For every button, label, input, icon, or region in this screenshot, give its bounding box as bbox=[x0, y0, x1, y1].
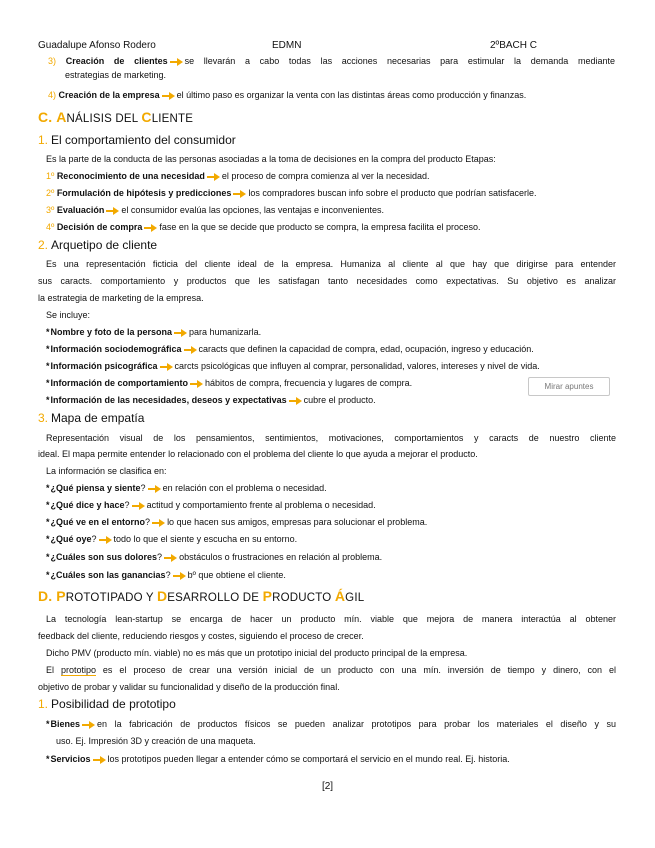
sec3-paragraph-line: Representación visual de los pensamientos, sentimientos, motivaciones, comportamientos y caracts de nuestro cliente bbox=[46, 433, 616, 443]
intro-item-3 bbox=[48, 55, 615, 67]
section-letter: C. bbox=[38, 109, 53, 125]
item-text: lo que hacen sus amigos, empresas para solucionar el problema. bbox=[167, 517, 428, 527]
heading-text: ROTOTIPADO Y bbox=[65, 592, 157, 604]
heading-cap: D bbox=[156, 588, 168, 604]
subsection-3-heading bbox=[38, 411, 144, 425]
subsection-number: 1. bbox=[38, 133, 49, 147]
arrow-right-icon bbox=[148, 485, 161, 493]
text-fragment: El bbox=[46, 665, 61, 675]
step-title: Formulación de hipótesis y predicciones bbox=[56, 188, 232, 198]
arrow-right-icon bbox=[93, 756, 106, 764]
sec3-paragraph-line: ideal. El mapa permite entender lo relacionado con el problema del cliente lo que ayuda a mejorar el producto. bbox=[38, 449, 478, 459]
step-title: Evaluación bbox=[56, 205, 105, 215]
section-letter: D. bbox=[38, 588, 53, 604]
item-title: ¿Cuáles son las ganancias bbox=[50, 570, 166, 580]
subsection-1-heading bbox=[38, 133, 236, 147]
sec1-step bbox=[46, 204, 384, 216]
subsection-number: 1. bbox=[38, 697, 49, 711]
subsection-number: 2. bbox=[38, 238, 49, 252]
sec3-item bbox=[46, 533, 297, 545]
sec2-item bbox=[46, 326, 261, 338]
item-text: todo lo que el siente y escucha en su entorno. bbox=[113, 534, 298, 544]
step-title: Reconocimiento de una necesidad bbox=[56, 171, 205, 181]
asterisk-icon: * bbox=[46, 395, 50, 405]
item-text: caracts que definen la capacidad de compra, edad, ocupación, ingreso y educación. bbox=[198, 344, 534, 354]
arrow-right-icon bbox=[184, 346, 197, 354]
asterisk-icon: * bbox=[46, 500, 50, 510]
item-title: Información de comportamiento bbox=[50, 378, 189, 388]
subsection-title: Posibilidad de prototipo bbox=[51, 697, 176, 711]
section-c-heading bbox=[38, 109, 193, 125]
step-number: 3º bbox=[46, 205, 55, 215]
mirar-apuntes-button[interactable]: Mirar apuntes bbox=[528, 377, 610, 396]
subsection-title: Mapa de empatía bbox=[51, 411, 145, 425]
header-author: Guadalupe Afonso Rodero bbox=[38, 40, 156, 51]
sec3-classified: La información se clasifica en: bbox=[46, 466, 167, 476]
arrow-right-icon bbox=[82, 721, 95, 729]
question-mark: ? bbox=[165, 570, 171, 580]
sec2-paragraph-line: Es una representación ficticia del cliente ideal de la empresa. Humaniza al cliente al que hay que dirigirse para entender bbox=[46, 259, 616, 269]
arrow-right-icon bbox=[164, 554, 177, 562]
item-title: ¿Qué ve en el entorno bbox=[50, 517, 146, 527]
intro-item-3-cont: estrategias de marketing. bbox=[65, 70, 167, 80]
sec2-item bbox=[46, 394, 376, 406]
list-number: 4) bbox=[48, 90, 57, 100]
subsection-title: Arquetipo de cliente bbox=[51, 238, 158, 252]
sec3-item bbox=[46, 499, 376, 511]
arrow-right-icon bbox=[162, 92, 175, 100]
secD1-bienes bbox=[46, 718, 616, 730]
secD-paragraph-line: objetivo de probar y validar su funcionalidad y diseño de la producción final. bbox=[38, 682, 340, 692]
secD1-servicios bbox=[46, 753, 510, 765]
step-number: 2º bbox=[46, 188, 55, 198]
question-mark: ? bbox=[124, 500, 130, 510]
asterisk-icon: * bbox=[46, 570, 50, 580]
asterisk-icon: * bbox=[46, 534, 50, 544]
sec1-step bbox=[46, 221, 481, 233]
item-text: para humanizarla. bbox=[189, 327, 262, 337]
secD-paragraph-line: Dicho PMV (producto mín. viable) no es más que un prototipo inicial del producto principal de la empresa. bbox=[46, 648, 468, 658]
asterisk-icon: * bbox=[46, 552, 50, 562]
heading-cap: A bbox=[56, 109, 67, 125]
item-text: hábitos de compra, frecuencia y lugares de compra. bbox=[205, 378, 413, 388]
item-title: ¿Qué dice y hace bbox=[50, 500, 125, 510]
question-mark: ? bbox=[157, 552, 163, 562]
secD-paragraph-line: feedback del cliente, reduciendo riesgos y costes, siguiendo el proceso de crecer. bbox=[38, 631, 364, 641]
step-title: Decisión de compra bbox=[56, 222, 143, 232]
item-text: en la fabricación de productos físicos se pueden analizar prototipos para probar los materiales el diseño y su bbox=[97, 719, 616, 729]
item-title: Información sociodemográfica bbox=[50, 344, 182, 354]
sec2-includes: Se incluye: bbox=[46, 310, 91, 320]
arrow-right-icon bbox=[99, 536, 112, 544]
arrow-right-icon bbox=[190, 380, 203, 388]
underlined-term: prototipo bbox=[60, 665, 96, 675]
step-text: el proceso de compra comienza al ver la necesidad. bbox=[221, 171, 430, 181]
step-number: 1º bbox=[46, 171, 55, 181]
intro-item-4-text: el último paso es organizar la venta con las distintas áreas como producción y finanzas. bbox=[176, 90, 527, 100]
subsection-number: 3. bbox=[38, 411, 49, 425]
subsection-2-heading bbox=[38, 238, 157, 252]
heading-text: ESARROLLO DE bbox=[167, 592, 263, 604]
page-number: [2] bbox=[321, 781, 334, 792]
question-mark: ? bbox=[140, 483, 146, 493]
asterisk-icon: * bbox=[46, 483, 50, 493]
secD1-bienes-cont: uso. Ej. Impresión 3D y creación de una maqueta. bbox=[56, 736, 256, 746]
heading-cap: P bbox=[56, 588, 66, 604]
asterisk-icon: * bbox=[46, 327, 50, 337]
item-text: actitud y comportamiento frente al problema o necesidad. bbox=[146, 500, 376, 510]
item-title: Información de las necesidades, deseos y expectativas bbox=[50, 395, 287, 405]
heading-text: LIENTE bbox=[151, 113, 194, 125]
sec3-item bbox=[46, 482, 327, 494]
item-text: en relación con el problema o necesidad. bbox=[162, 483, 327, 493]
arrow-right-icon bbox=[289, 397, 302, 405]
asterisk-icon: * bbox=[46, 754, 50, 764]
heading-text: GIL bbox=[345, 592, 365, 604]
heading-cap: C bbox=[141, 109, 152, 125]
arrow-right-icon bbox=[132, 502, 145, 510]
intro-item-4 bbox=[48, 89, 526, 101]
sec3-item bbox=[46, 569, 286, 581]
item-title: Nombre y foto de la persona bbox=[50, 327, 173, 337]
item-text: los prototipos pueden llegar a entender cómo se comportará el servicio en el mundo real. Ej. historia. bbox=[107, 754, 510, 764]
arrow-right-icon bbox=[170, 58, 183, 66]
sec2-item bbox=[46, 360, 540, 372]
header-subject: EDMN bbox=[272, 40, 302, 51]
arrow-right-icon bbox=[173, 572, 186, 580]
section-d-heading bbox=[38, 588, 364, 604]
item-title: ¿Cuáles son sus dolores bbox=[50, 552, 158, 562]
asterisk-icon: * bbox=[46, 517, 50, 527]
sec2-item bbox=[46, 343, 534, 355]
item-text: obstáculos o frustraciones en relación al problema. bbox=[179, 552, 383, 562]
item-text: carcts psicológicas que influyen al comprar, personalidad, valores, intereses y nivel de vida. bbox=[174, 361, 540, 371]
arrow-right-icon bbox=[207, 173, 220, 181]
item-title: ¿Qué oye bbox=[50, 534, 92, 544]
arrow-right-icon bbox=[152, 519, 165, 527]
item-title: Bienes bbox=[50, 719, 81, 729]
step-text: los compradores buscan info sobre el producto que podrían satisfacerle. bbox=[248, 188, 537, 198]
intro-item-3-title: Creación de clientes bbox=[65, 56, 168, 66]
secD-paragraph-line: La tecnología lean-startup se encarga de hacer un producto mín. viable que mejora de manera interactúa al obtener bbox=[46, 614, 616, 624]
header-course: 2ºBACH C bbox=[490, 40, 537, 51]
asterisk-icon: * bbox=[46, 719, 50, 729]
sec2-paragraph-line: sus caracts. comportamiento y productos que les satisfagan tanto necesidades como expectativas. Su objetivo es analizar bbox=[38, 276, 616, 286]
asterisk-icon: * bbox=[46, 378, 50, 388]
question-mark: ? bbox=[91, 534, 97, 544]
sec1-step bbox=[46, 170, 429, 182]
heading-text: RODUCTO bbox=[272, 592, 335, 604]
item-title: Información psicográfica bbox=[50, 361, 158, 371]
heading-cap: P bbox=[262, 588, 273, 604]
arrow-right-icon bbox=[106, 207, 119, 215]
arrow-right-icon bbox=[144, 224, 157, 232]
arrow-right-icon bbox=[174, 329, 187, 337]
intro-item-4-title: Creación de la empresa bbox=[58, 90, 160, 100]
arrow-right-icon bbox=[160, 363, 173, 371]
sec2-paragraph-line: la estrategia de marketing de la empresa. bbox=[38, 293, 204, 303]
list-number: 3) bbox=[48, 56, 57, 66]
step-text: fase en la que se decide que producto se compra, la empresa facilita el proceso. bbox=[159, 222, 481, 232]
subsection-title: El comportamiento del consumidor bbox=[51, 133, 236, 147]
step-number: 4º bbox=[46, 222, 55, 232]
secD-paragraph-line bbox=[46, 664, 616, 676]
step-text: el consumidor evalúa las opciones, las ventajas e inconvenientes. bbox=[121, 205, 385, 215]
question-mark: ? bbox=[145, 517, 151, 527]
subsection-d1-heading bbox=[38, 697, 176, 711]
item-text: cubre el producto. bbox=[303, 395, 376, 405]
sec3-item bbox=[46, 516, 427, 528]
sec2-item bbox=[46, 377, 412, 389]
sec3-item bbox=[46, 551, 382, 563]
heading-cap: Á bbox=[334, 588, 346, 604]
sec1-intro: Es la parte de la conducta de las personas asociadas a la toma de decisiones en la compra del producto Etapas: bbox=[46, 154, 496, 164]
item-title: ¿Qué piensa y siente bbox=[50, 483, 141, 493]
text-fragment: es el proceso de crear una versión inicial de un producto con una mín. inversión de tiempo y dinero, con el bbox=[95, 665, 616, 675]
heading-text: NÁLISIS DEL bbox=[66, 113, 142, 125]
intro-item-3-text: se llevarán a cabo todas las acciones necesarias para estimular la demanda mediante bbox=[184, 56, 615, 66]
asterisk-icon: * bbox=[46, 344, 50, 354]
item-text: bº que obtiene el cliente. bbox=[187, 570, 286, 580]
arrow-right-icon bbox=[233, 190, 246, 198]
item-title: Servicios bbox=[50, 754, 91, 764]
sec1-step bbox=[46, 187, 537, 199]
asterisk-icon: * bbox=[46, 361, 50, 371]
